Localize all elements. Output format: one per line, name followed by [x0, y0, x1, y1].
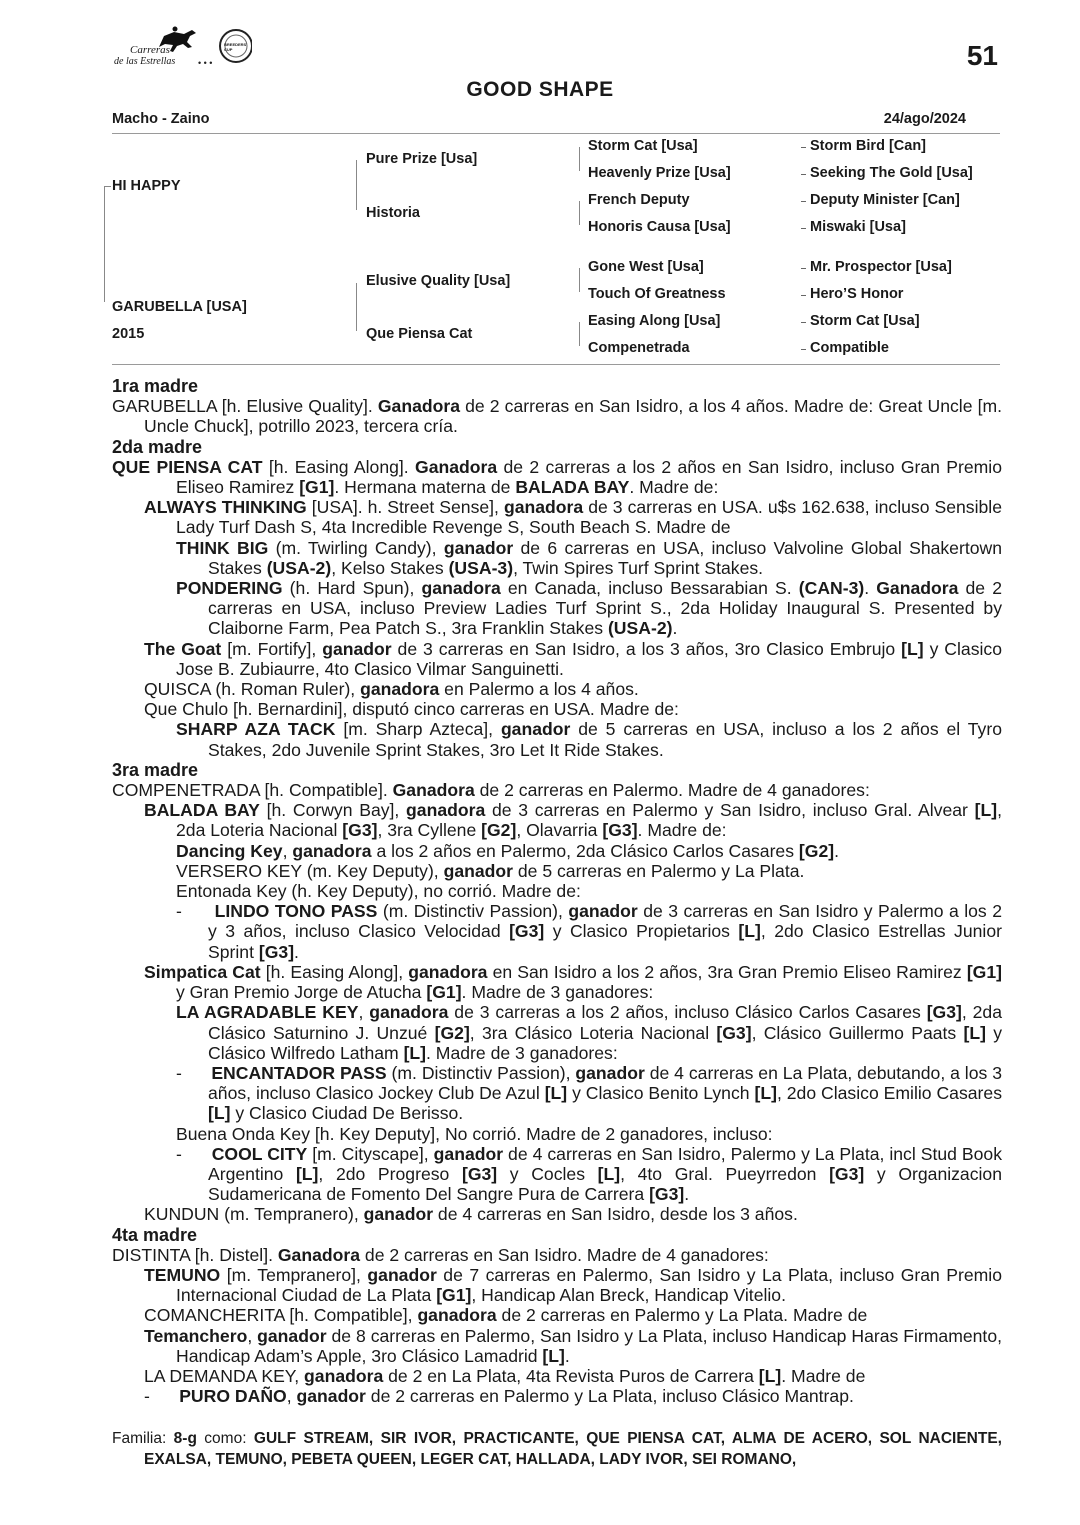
g4-8: Compatible: [810, 340, 889, 356]
pedigree-notes: [112, 376, 1002, 1406]
g3-3: French Deputy: [588, 192, 690, 208]
paragraph: BALADA BAY [h. Corwyn Bay], ganadora de 3 carreras en Palermo y San Isidro, incluso Gral. Alvear [L], 2da Loteria Nacional [G3], 3ra Cyllene [G2], Olavarria [G3]. Madre de:: [144, 800, 1002, 841]
paragraph: PONDERING (h. Hard Spun), ganadora en Canada, incluso Bessarabian S. (CAN-3). Ganadora de 2 carreras en USA, incluso Preview Ladies Turf Sprint S., 2da Holiday Inaugural S. Presented by Claiborne Farm, Pea Patch S., 3ra Franklin Stakes (USA-2).: [176, 578, 1002, 639]
g4-3: Deputy Minister [Can]: [810, 192, 960, 208]
paragraph: COMANCHERITA [h. Compatible], ganadora de 2 carreras en Palermo y La Plata. Madre de: [144, 1305, 868, 1326]
g3-1: Storm Cat [Usa]: [588, 138, 698, 154]
paragraph: - PURO DAÑO, ganador de 2 carreras en Palermo y La Plata, incluso Clásico Mantrap.: [144, 1386, 854, 1407]
divider: [112, 364, 1000, 365]
sire: HI HAPPY: [112, 178, 181, 194]
g4-1: Storm Bird [Can]: [810, 138, 926, 154]
logo-badge: BREEDERS' CUP: [224, 42, 248, 52]
family-names: GULF STREAM, SIR IVOR, PRACTICANTE, QUE PIENSA CAT, ALMA DE ACERO, SOL NACIENTE, EXALSA, TEMUNO, PEBETA QUEEN, LEGER CAT, HALLADA, LADY IVOR, SEI ROMANO,: [144, 1430, 1002, 1468]
paragraph: The Goat [m. Fortify], ganador de 3 carreras en San Isidro, a los 3 años, 3ro Clasico Embrujo [L] y Clasico Jose B. Zubiaurre, 4to Clasico Vilmar Sanguinetti.: [144, 638, 1002, 679]
paragraph: SHARP AZA TACK [m. Sharp Azteca], ganador de 5 carreras en USA, incluso a los 2 años el Tyro Stakes, 2do Juvenile Sprint Stakes, 3ro Let It Ride Stakes.: [176, 719, 1002, 760]
bracket: [579, 322, 585, 346]
section-heading-3ra-madre: 3ra madre: [112, 759, 199, 780]
paragraph: Que Chulo [h. Bernardini], disputó cinco carreras en USA. Madre de:: [144, 699, 679, 720]
section-heading-1ra-madre: 1ra madre: [112, 376, 199, 396]
paragraph: Simpatica Cat [h. Easing Along], ganadora en San Isidro a los 2 años, 3ra Gran Premio Eliseo Ramirez [G1] y Gran Premio Jorge de Atucha [G1]. Madre de 3 ganadores:: [144, 961, 1002, 1003]
paragraph: - ENCANTADOR PASS (m. Distinctiv Passion), ganador de 4 carreras en La Plata, debutando, a los 3 años, incluso Clasico Jockey Club De Azul [L] y Clasico Benito Lynch [L], 2do Clasico Emilio Casares [L] y Clasico Ciudad De Berisso.: [176, 1062, 1002, 1124]
paragraph: - COOL CITY [m. Cityscape], ganador de 4 carreras en San Isidro, Palermo y La Plata, incl Stud Book Argentino [L], 2do Progreso [G3] y Cocles [L], 4to Gral. Pueyrredon [G3] y Organizacion Sudamericana de Fomento Del Sangre Pura de Carrera [G3].: [176, 1143, 1002, 1205]
sex-coat: Macho - Zaino: [112, 111, 210, 127]
page-number: 51: [966, 40, 998, 71]
sire-sire: Pure Prize [Usa]: [366, 151, 478, 167]
divider: [112, 133, 1000, 134]
dam: GARUBELLA [USA]: [112, 299, 247, 315]
dash: [801, 174, 806, 175]
g3-5: Gone West [Usa]: [588, 259, 704, 275]
paragraph: Buena Onda Key [h. Key Deputy], No corrió. Madre de 2 ganadores, incluso:: [176, 1123, 773, 1144]
g3-4: Honoris Causa [Usa]: [588, 219, 731, 235]
g3-6: Touch Of Greatness: [588, 286, 726, 302]
g3-8: Compenetrada: [588, 340, 690, 356]
g4-2: Seeking The Gold [Usa]: [810, 165, 973, 181]
svg-text:• • •: • • •: [198, 58, 213, 68]
paragraph: LA DEMANDA KEY, ganadora de 2 en La Plata, 4ta Revista Puros de Carrera [L]. Madre de: [144, 1365, 866, 1386]
family-number: 8-g: [173, 1430, 197, 1447]
dam-dam: Que Piensa Cat: [366, 326, 473, 342]
bracket: [579, 147, 585, 171]
horse-name: GOOD SHAPE: [466, 78, 614, 101]
dash: [801, 228, 806, 229]
family-line: [112, 1428, 1002, 1470]
dam-sire: Elusive Quality [Usa]: [366, 273, 511, 289]
birth-year: 2015: [112, 326, 145, 342]
bracket: [579, 201, 585, 225]
g4-4: Miswaki [Usa]: [810, 219, 906, 235]
family-como: como:: [196, 1430, 254, 1447]
dash: [801, 349, 806, 350]
paragraph: COMPENETRADA [h. Compatible]. Ganadora de 2 carreras en Palermo. Madre de 4 ganadores:: [112, 780, 870, 801]
bracket: [104, 186, 111, 302]
section-heading-2da-madre: 2da madre: [112, 436, 203, 457]
g4-7: Storm Cat [Usa]: [810, 313, 920, 329]
g4-6: Hero’S Honor: [810, 286, 904, 302]
dash: [801, 268, 806, 269]
paragraph: THINK BIG (m. Twirling Candy), ganador de 6 carreras en USA, incluso Valvoline Global Shakertown Stakes (USA-2), Kelso Stakes (USA-3), Twin Spires Turf Sprint Stakes.: [176, 537, 1002, 578]
family-label: Familia:: [112, 1430, 174, 1447]
dash: [801, 295, 806, 296]
paragraph: KUNDUN (m. Tempranero), ganador de 4 carreras en San Isidro, desde los 3 años.: [144, 1204, 798, 1225]
paragraph: Temanchero, ganador de 8 carreras en Palermo, San Isidro y La Plata, incluso Handicap Haras Firmamento, Handicap Adam’s Apple, 3ro Clásico Lamadrid [L].: [144, 1325, 1002, 1366]
paragraph: QUE PIENSA CAT [h. Easing Along]. Ganadora de 2 carreras a los 2 años en San Isidro, incluso Gran Premio Eliseo Ramirez [G1]. Hermana materna de BALADA BAY. Madre de:: [112, 456, 1002, 498]
logo-text-1: Carreras: [130, 44, 170, 56]
sire-dam: Historia: [366, 205, 420, 221]
paragraph: Dancing Key, ganadora a los 2 años en Palermo, 2da Clásico Carlos Casares [G2].: [176, 840, 839, 861]
paragraph: DISTINTA [h. Distel]. Ganadora de 2 carreras en San Isidro. Madre de 4 ganadores:: [112, 1244, 769, 1265]
dash: [801, 322, 806, 323]
logo-text-2: de las Estrellas: [114, 56, 176, 67]
paragraph: QUISCA (h. Roman Ruler), ganadora en Palermo a los 4 años.: [144, 679, 639, 700]
paragraph: Entonada Key (h. Key Deputy), no corrió. Madre de:: [176, 881, 581, 902]
g3-7: Easing Along [Usa]: [588, 313, 721, 329]
g4-5: Mr. Prospector [Usa]: [810, 259, 952, 275]
bracket: [356, 160, 363, 210]
paragraph: ALWAYS THINKING [USA]. h. Street Sense], ganadora de 3 carreras en USA. u$s 162.638, incluso Sensible Lady Turf Dash S, 4ta Incredible Revenge S, South Beach S. Madre de: [144, 497, 1002, 538]
g3-2: Heavenly Prize [Usa]: [588, 165, 731, 181]
paragraph: VERSERO KEY (m. Key Deputy), ganador de 5 carreras en Palermo y La Plata.: [176, 860, 805, 881]
logo: [112, 22, 252, 72]
paragraph: LA AGRADABLE KEY, ganadora de 3 carreras a los 2 años, incluso Clásico Carlos Casares [G3], 2da Clásico Saturnino J. Unzué [G2], 3ra Clásico Loteria Nacional [G3], Clásico Guillermo Paats [L] y Clásico Wilfredo Latham [L]. Madre de 3 ganadores:: [176, 1002, 1002, 1063]
paragraph: - LINDO TONO PASS (m. Distinctiv Passion), ganador de 3 carreras en San Isidro y Palermo a los 2 y 3 años, incluso Clasico Velocidad [G3] y Clasico Propietarios [L], 2do Clasico Estrellas Junior Sprint [G3].: [176, 901, 1002, 962]
bracket: [579, 268, 585, 292]
bracket: [356, 283, 363, 331]
dash: [801, 201, 806, 202]
dash: [801, 147, 806, 148]
section-heading-4ta-madre: 4ta madre: [112, 1224, 198, 1245]
paragraph: GARUBELLA [h. Elusive Quality]. Ganadora de 2 carreras en San Isidro, a los 4 años. Madre de: Great Uncle [m. Uncle Chuck], potrillo 2023, tercera cría.: [112, 396, 1003, 437]
paragraph: TEMUNO [m. Tempranero], ganador de 7 carreras en Palermo, San Isidro y La Plata, incluso Gran Premio Internacional Ciudad de La Plata [G1], Handicap Alan Breck, Handicap Vitelio.: [144, 1264, 1003, 1306]
report-date: 24/ago/2024: [883, 111, 966, 127]
